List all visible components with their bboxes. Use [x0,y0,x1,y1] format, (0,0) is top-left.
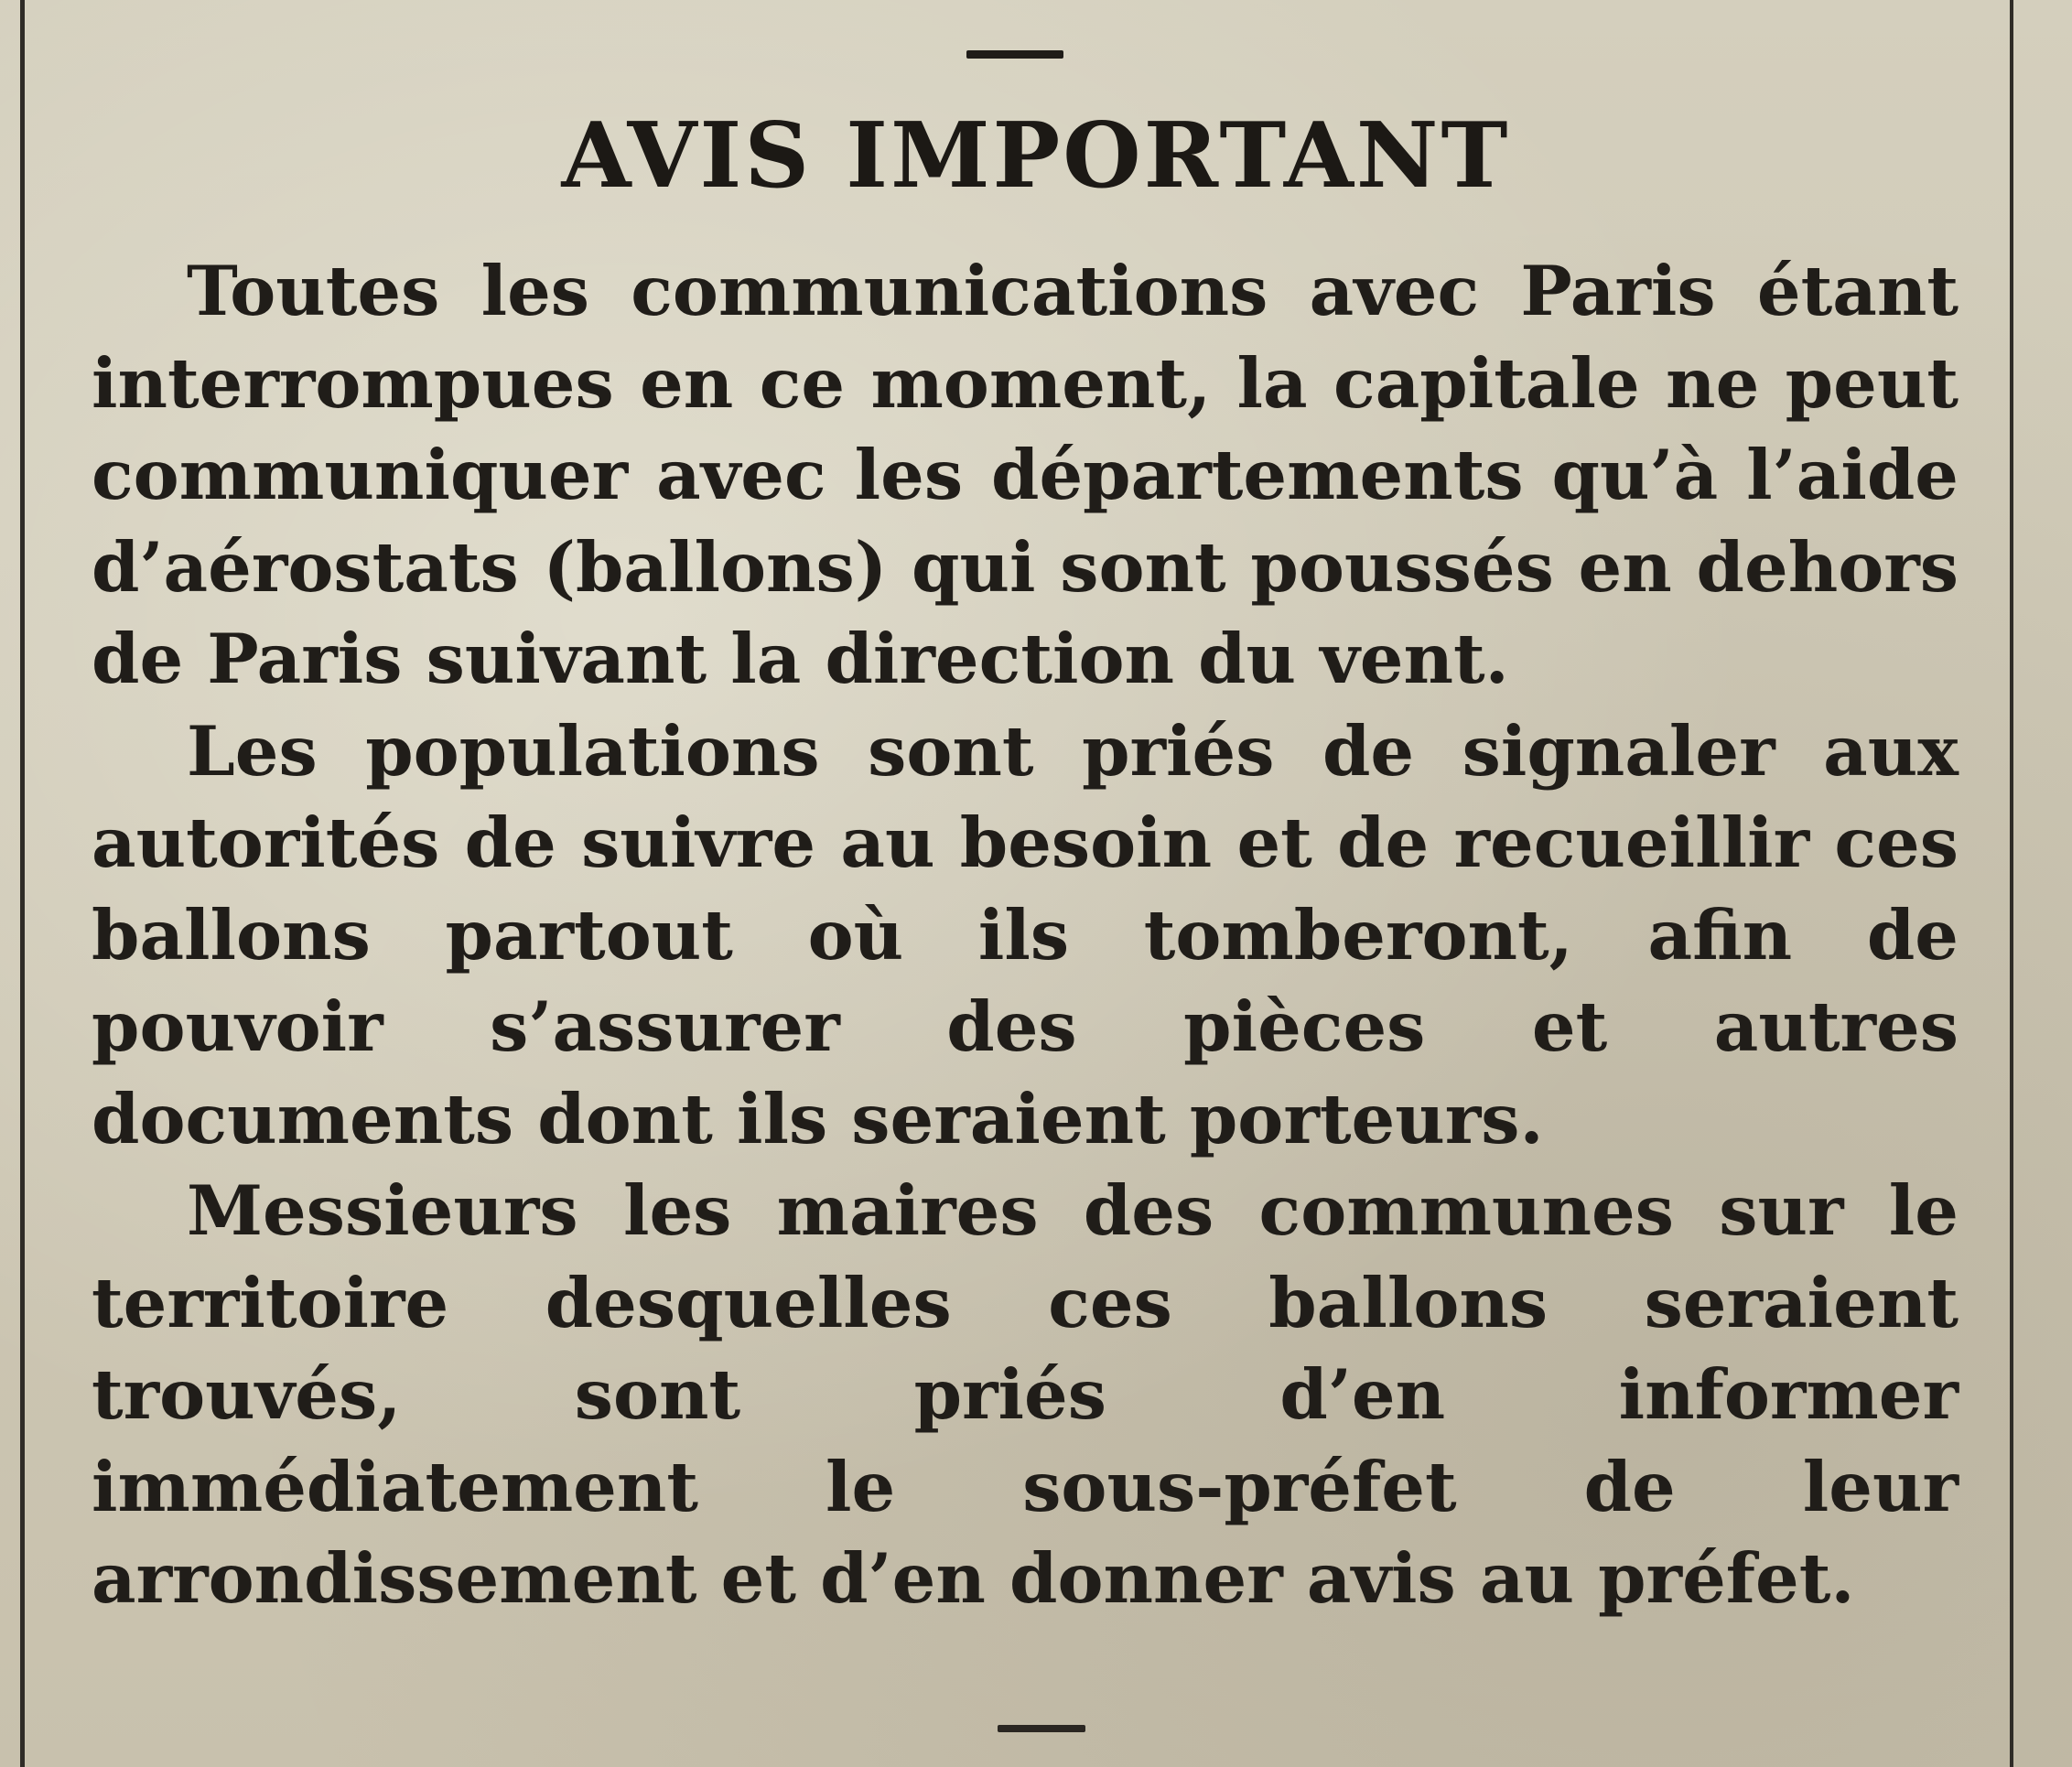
paragraph-maires: Messieurs les maires des communes sur le territoire desquelles ces ballons seraient trouvés, sont priés d’en informer immédiatement le sous-préfet de leur arrondissement et d’en donner avis au préfet. [92,1170,1959,1619]
top-separator-dash [966,50,1063,59]
notice-title: AVIS IMPORTANT [561,103,1511,209]
notice-body [92,245,1959,1625]
paragraph-communications: Toutes les communications avec Paris étant interrompues en ce moment, la capitale ne peut communiquer avec les départements qu’à l’aide d’aérostats (ballons) qui sont poussés en dehors de Paris suivant la direction du vent. [92,251,1959,699]
right-column-rule [2010,0,2013,1767]
paragraph-populations: Les populations sont priés de signaler aux autorités de suivre au besoin et de recueillir ces ballons partout où ils tomberont, afin de pouvoir s’assurer des pièces et autres documents dont ils seraient porteurs. [92,710,1959,1159]
left-column-rule [20,0,25,1767]
bottom-separator-dash [998,1725,1085,1732]
